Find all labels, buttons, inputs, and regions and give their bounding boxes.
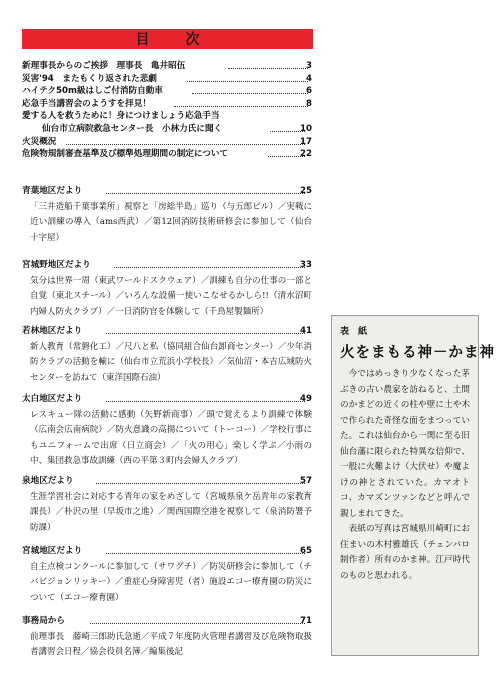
toc-entry [22, 73, 312, 86]
toc-header-banner [22, 29, 313, 49]
section-leader-dots [106, 401, 305, 402]
section-body: 新人教育（常磐化工）／尺八と私（協同組合仙台卸商センター）／少年消防クラブの活動を輸に（仙台市立荒浜小学校長）／気仙沼・本吉広域防火センターを訪ねて（東洋国際石油） [30, 342, 312, 383]
district-section [22, 545, 312, 606]
section-heading: 宮城野地区だより [22, 260, 91, 270]
toc-entry-page: 6 [306, 86, 312, 97]
district-section [22, 259, 312, 320]
section-body: 生涯学習社会に対応する青年の家をめざして（宮城県泉ケ岳青年の家教育課長）／朴沢の里（早坂市之進）／関西国際空港を視察して（泉消防署予防課） [30, 492, 312, 533]
section-heading: 太白地区だより [22, 394, 83, 404]
section-body: 気分は世界一周（東武ワールドスクウェア）／訓練も自分の仕事の一部と自覚（東北スチール）／いろんな設備一使いこなせるかしら!!（清水沼町内婦人防火クラブ）／一日消防官を体験して（千鳥屋製麺所） [30, 276, 312, 317]
toc-entry [22, 98, 312, 111]
section-heading: 若林地区だより [22, 326, 83, 336]
district-section [22, 325, 312, 386]
toc-leader-dots [66, 144, 305, 145]
section-page: 41 [300, 326, 312, 336]
toc-entry-title: 応急手当講習会のようすを拝見！ [22, 98, 151, 109]
section-heading-row [22, 393, 312, 405]
toc-leader-dots [192, 93, 308, 94]
section-heading: 青葉地区だより [22, 186, 83, 196]
section-heading-row [22, 545, 312, 557]
section-page: 33 [300, 260, 312, 270]
section-body: 「三井造船千葉事業所」視察と「房総半島」巡り（与五郎ビル）／実戦に近い訓練の導入（ams西武）／第12回消防技術研修会に参加して（仙台十字屋） [30, 202, 312, 243]
section-leader-dots [90, 623, 305, 624]
toc-entry-page: 17 [300, 136, 312, 147]
toc-entry [22, 148, 312, 161]
section-heading-row [22, 185, 312, 197]
page-title: 目次 [135, 32, 236, 48]
toc-entry-page: 22 [300, 149, 312, 160]
toc-leader-dots [174, 106, 308, 107]
section-page: 65 [300, 546, 312, 556]
toc-entry [22, 85, 312, 98]
toc-entry-title: 仙台市立病院救急センター長 小林力氏に聞く [42, 123, 223, 134]
cover-title: 火をまもる神－かま神 [340, 345, 495, 361]
section-page: 25 [300, 186, 312, 196]
section-heading-row [22, 325, 312, 337]
section-page: 71 [300, 616, 312, 626]
section-leader-dots [96, 483, 305, 484]
district-section [22, 615, 312, 661]
toc-entry-page: 3 [306, 61, 312, 71]
toc-entry-title: 新理事長からのご挨拶 理事長 亀井昭伍 [22, 61, 186, 71]
district-section [22, 393, 312, 470]
section-body: 前理事長 藤崎三郎助氏急逝／平成７年度防火管理者講習及び危険物取扱者講習会日程／協会役員名簿／編集後記 [30, 632, 312, 658]
cover-paragraph-1: 今ではめっきり少なくなった茅ぶきの古い農家を訪ねると、土間のかまどの近くの柱や壁に土や木で作られた奇怪な面をまつっていた。これは仙台から一関に至る旧仙台藩に限られた特異な信仰で、一般に火難よけ（大伏せ）や魔よけの神とされていた。カマオトコ、カマズンツァンなどと呼んで親しまれてきた。 [340, 369, 470, 519]
table-of-contents [22, 60, 312, 161]
section-page: 57 [300, 476, 312, 486]
toc-entry [22, 60, 312, 73]
section-page: 49 [300, 394, 312, 404]
section-leader-dots [106, 333, 305, 334]
toc-entry-title: 愛する人を救うために！身につけましょう応急手当 [22, 111, 220, 122]
district-section [22, 185, 312, 246]
section-body: 自主点検コンクールに参加して（サワグチ）／防災研修会に参加して（チバビジョンリッキー）／重症心身障害児（者）施設エコー療育園の防災について（エコー療育園） [30, 562, 312, 603]
toc-leader-dots [228, 68, 308, 69]
toc-entry [22, 110, 312, 123]
toc-entry [22, 136, 312, 149]
section-heading: 泉地区だより [22, 476, 74, 486]
section-heading: 宮城地区だより [22, 546, 83, 556]
section-heading-row [22, 475, 312, 487]
toc-entry-title: 危険物規制審査基準及び標準処理期間の制定について [22, 149, 229, 160]
section-leader-dots [106, 193, 305, 194]
toc-entry-title: 災害'94 またもくり返された悲劇 [22, 73, 157, 84]
toc-entry-title: 火災概況 [22, 136, 57, 147]
toc-entry-page: 4 [306, 73, 312, 84]
cover-paragraph-2: 表紙の写真は宮城県川崎町にお住まいの木村雅雄氏（チェンバロ制作者）所有のかま神。江戸時代のものと思われる。 [340, 524, 470, 581]
section-heading-row [22, 615, 312, 627]
cover-description-box [331, 315, 495, 656]
toc-entry-page: 8 [306, 98, 312, 109]
toc-entry [22, 123, 312, 136]
district-section [22, 475, 312, 536]
section-heading: 事務局から [22, 616, 65, 626]
section-leader-dots [106, 553, 305, 554]
toc-leader-dots [187, 81, 308, 82]
section-heading-row [22, 259, 312, 271]
cover-label: 表 紙 [340, 327, 368, 337]
toc-entry-page: 10 [300, 123, 312, 134]
section-leader-dots [114, 267, 305, 268]
toc-entry-title: ハイテク50m級はしご付消防自動車 [22, 86, 163, 97]
section-body: レスキュー隊の活動に感動（矢野新商事）／頭で覚えるより訓練で体験（広南会広南病院）／防火意識の高揚について（トーコー）／学校行事にもユニフォームで出席（日立商会）／「火の用心」楽しく学ぶ／小雨の中、集団救急事故訓練（西の平第３町内会婦人クラブ） [30, 410, 312, 467]
